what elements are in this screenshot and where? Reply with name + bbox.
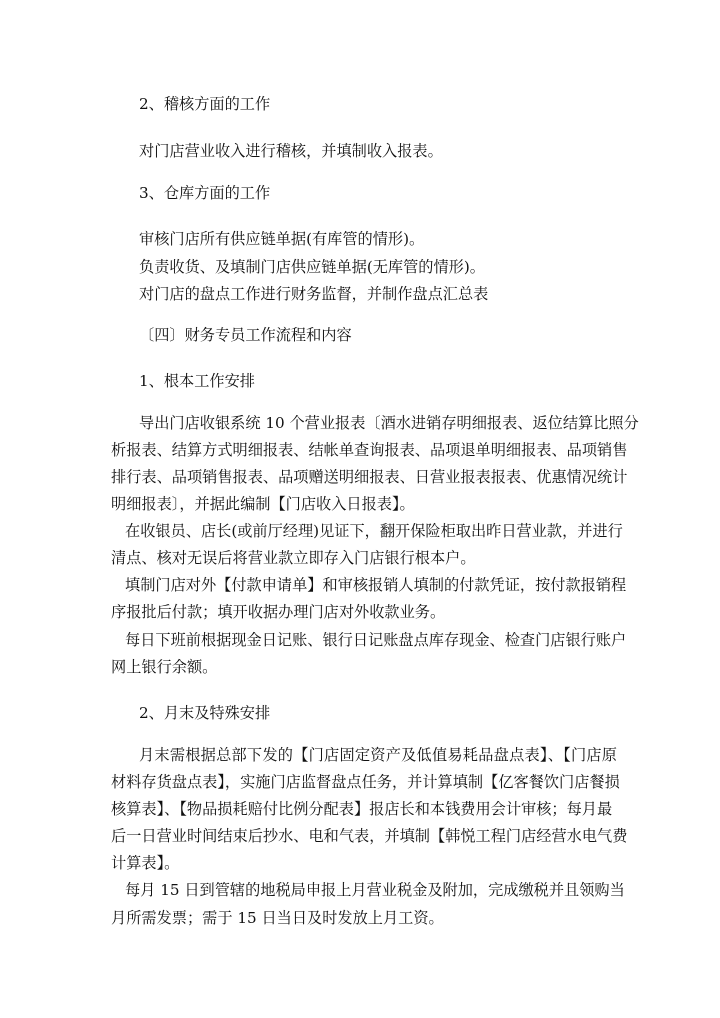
cash-check-line-2: 清点、核对无误后将营业款立即存入门店银行根本户。 xyxy=(111,549,476,567)
basic-work-line-4: 明细报表〕，并据此编制【门店收入日报表】。 xyxy=(111,495,415,513)
section-heading-audit: 2、稽核方面的工作 xyxy=(139,95,271,113)
warehouse-line-1: 审核门店所有供应链单据(有库管的情形)。 xyxy=(139,230,425,248)
audit-paragraph: 对门店营业收入进行稽核，并填制收入报表。 xyxy=(139,142,443,160)
tax-line-2: 月所需发票；需于 15 日当日及时发放上月工资。 xyxy=(111,909,444,927)
warehouse-line-3: 对门店的盘点工作进行财务监督，并制作盘点汇总表 xyxy=(139,285,489,303)
basic-work-line-1: 导出门店收银系统 10 个营业报表〔酒水进销存明细报表、返位结算比照分 xyxy=(139,414,639,432)
section-heading-monthly: 2、月末及特殊安排 xyxy=(139,704,271,722)
payment-line-1: 填制门店对外【付款申请单】和审核报销人填制的付款凭证，按付款报销程 xyxy=(125,576,627,594)
daily-check-line-1: 每日下班前根据现金日记账、银行日记账盘点库存现金、检查门店银行账户 xyxy=(125,631,627,649)
daily-check-line-2: 网上银行余额。 xyxy=(111,658,218,676)
monthly-line-3: 核算表】、【物品损耗赔付比例分配表】报店长和本钱费用会计审核；每月最 xyxy=(111,800,613,818)
cash-check-line-1: 在收银员、店长(或前厅经理)见证下，翻开保险柜取出昨日营业款，并进行 xyxy=(125,522,623,540)
basic-work-line-2: 析报表、结算方式明细报表、结帐单查询报表、品项退单明细报表、品项销售 xyxy=(111,441,628,459)
section-heading-warehouse: 3、仓库方面的工作 xyxy=(139,184,271,202)
basic-work-line-3: 排行表、品项销售报表、品项赠送明细报表、日营业报表报表、优惠情况统计 xyxy=(111,468,628,486)
tax-line-1: 每月 15 日到管辖的地税局申报上月营业税金及附加，完成缴税并且领购当 xyxy=(125,881,625,899)
monthly-line-5: 计算表】。 xyxy=(111,854,180,872)
monthly-line-1: 月末需根据总部下发的【门店固定资产及低值易耗品盘点表】、【门店原 xyxy=(139,746,617,764)
section-heading-finance-process: 〔四〕财务专员工作流程和内容 xyxy=(139,326,352,344)
monthly-line-4: 后一日营业时间结束后抄水、电和气表，并填制【韩悦工程门店经营水电气费 xyxy=(111,827,628,845)
warehouse-line-2: 负责收货、及填制门店供应链单据(无库管的情形)。 xyxy=(139,258,485,276)
section-heading-basic-work: 1、根本工作安排 xyxy=(139,372,255,390)
monthly-line-2: 材料存货盘点表】，实施门店监督盘点任务，并计算填制【亿客餐饮门店餐损 xyxy=(111,773,620,791)
payment-line-2: 序报批后付款；填开收据办理门店对外收款业务。 xyxy=(111,603,446,621)
